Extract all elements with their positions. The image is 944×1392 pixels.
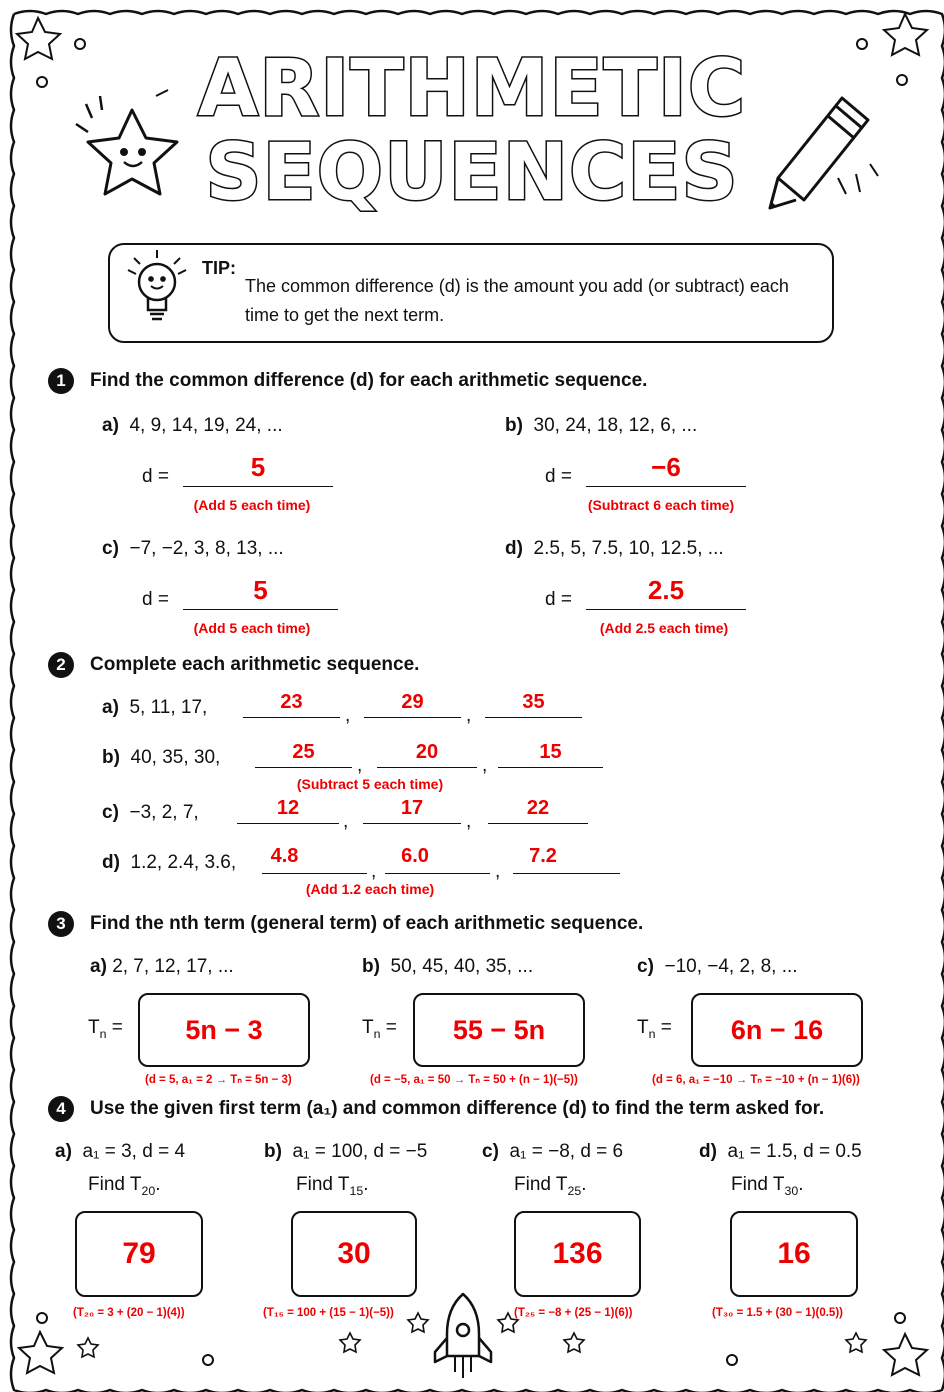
comma: , xyxy=(466,705,472,726)
q1c-answer: 5 xyxy=(253,575,268,605)
q4c-label: c) xyxy=(482,1141,499,1162)
q1c-label: c) xyxy=(102,538,119,559)
q4a-answer-box xyxy=(75,1211,203,1297)
q4a-find: Find $T_{20}$. xyxy=(88,1174,161,1198)
q4a-label: a) xyxy=(55,1141,72,1162)
q1c-note: (Add 5 each time) xyxy=(193,620,311,636)
q3a-answer-box xyxy=(138,993,310,1067)
q2d-line-3 xyxy=(513,873,620,874)
q4d-given: a₁ = 1.5, d = 0.5 xyxy=(727,1141,862,1162)
q3a-tn-label: $T_n$ = xyxy=(88,1017,123,1041)
q4b-answer: 30 xyxy=(337,1237,371,1270)
q1a-item xyxy=(102,415,283,437)
q4c-find: Find $T_{25}$. xyxy=(514,1174,587,1198)
q2a-answer-3: 35 xyxy=(522,691,545,713)
q3a-note: (d = 5, a₁ = 2 → Tₙ = 5n − 3) xyxy=(145,1074,292,1086)
q1c-d-label: d = xyxy=(142,589,169,610)
q1d-answer-line xyxy=(586,609,746,610)
q1a-sequence: 4, 9, 14, 19, 24, ... xyxy=(129,415,283,436)
q4c-note: (T₂₅ = −8 + (25 − 1)(6)) xyxy=(514,1307,633,1319)
star-icon xyxy=(884,1334,927,1375)
q3c-sequence: −10, −4, 2, 8, ... xyxy=(664,956,798,977)
q1b-answer-line xyxy=(586,486,746,487)
q4a-answer: 79 xyxy=(122,1237,156,1270)
q2a-label: a) xyxy=(102,697,119,718)
question-number-1: 1 xyxy=(48,368,74,394)
q3b-answer: 55 − 5n xyxy=(452,1015,546,1045)
q4d-answer-box xyxy=(730,1211,858,1297)
q1a-answer-line xyxy=(183,486,333,487)
q1a-answer: 5 xyxy=(250,452,266,482)
q4c-answer: 136 xyxy=(552,1237,603,1270)
q1d-note: (Add 2.5 each time) xyxy=(599,620,729,636)
question-1-heading: Find the common difference (d) for each arithmetic sequence. xyxy=(90,370,648,391)
q3a-sequence: 2, 7, 12, 17, ... xyxy=(112,956,234,977)
q4b-note: (T₁₅ = 100 + (15 − 1)(−5)) xyxy=(263,1307,394,1319)
q2b-item xyxy=(102,747,220,769)
q4d-note: (T₃₀ = 1.5 + (30 − 1)(0.5)) xyxy=(712,1307,843,1319)
q1d-item xyxy=(505,538,724,560)
comma: , xyxy=(482,755,488,776)
q1b-sequence: 30, 24, 18, 12, 6, ... xyxy=(533,415,698,436)
q1d-answer: 2.5 xyxy=(647,575,685,605)
q2b-line-2 xyxy=(377,767,477,768)
q3a-label: a) xyxy=(90,956,107,977)
q1d-d-label: d = xyxy=(545,589,572,610)
q2d-sequence: 1.2, 2.4, 3.6, xyxy=(130,852,237,873)
q4d-item xyxy=(699,1141,862,1163)
q2a-line-2 xyxy=(364,717,461,718)
q4c-given: a₁ = −8, d = 6 xyxy=(509,1141,624,1162)
q1b-answer: −6 xyxy=(651,452,681,482)
question-3-heading: Find the nth term (general term) of each arithmetic sequence. xyxy=(90,913,644,934)
q2b-answer-3: 15 xyxy=(539,741,562,763)
q2b-label: b) xyxy=(102,747,120,768)
comma: , xyxy=(466,811,472,832)
q3c-answer-box xyxy=(691,993,863,1067)
comma: , xyxy=(345,705,351,726)
q1a-label: a) xyxy=(102,415,119,436)
q4a-note: (T₂₀ = 3 + (20 − 1)(4)) xyxy=(73,1307,185,1319)
q2d-item xyxy=(102,852,236,874)
q2b-answer-2: 20 xyxy=(415,741,439,763)
q1a-d-label: d = xyxy=(142,466,169,487)
q1b-d-label: d = xyxy=(545,466,572,487)
q2c-sequence: −3, 2, 7, xyxy=(129,802,199,823)
q2c-line-3 xyxy=(488,823,588,824)
comma: , xyxy=(495,861,501,882)
q2d-line-1 xyxy=(262,873,367,874)
q4b-label: b) xyxy=(264,1141,282,1162)
q3b-item xyxy=(362,956,533,978)
q3a-answer: 5n − 3 xyxy=(185,1015,263,1045)
star-icon xyxy=(19,1332,62,1373)
q4c-answer-box xyxy=(514,1211,641,1297)
q1b-label: b) xyxy=(505,415,523,436)
q2d-note: (Add 1.2 each time) xyxy=(305,881,435,897)
q2c-item xyxy=(102,802,199,824)
comma: , xyxy=(343,811,349,832)
q3c-tn-label: $T_n$ = xyxy=(637,1017,672,1041)
q1d-label: d) xyxy=(505,538,523,559)
q2d-answer-2: 6.0 xyxy=(401,845,429,867)
q4a-given: a₁ = 3, d = 4 xyxy=(82,1141,186,1162)
q2c-answer-2: 17 xyxy=(400,797,424,819)
rocket-icon xyxy=(435,1294,491,1378)
q2c-answer-3: 22 xyxy=(526,797,550,819)
question-4-heading: Use the given first term (a₁) and common difference (d) to find the term asked for. xyxy=(90,1098,825,1119)
q4b-item xyxy=(264,1141,427,1163)
q3c-label: c) xyxy=(637,956,654,977)
tip-text: The common difference (d) is the amount you add (or subtract) each time to get the next term. xyxy=(245,276,789,325)
q1c-item xyxy=(102,538,284,560)
q2d-label: d) xyxy=(102,852,120,873)
q4b-answer-box xyxy=(291,1211,417,1297)
title-line-1: ARITHMETIC xyxy=(197,44,747,134)
q2a-answer-2: 29 xyxy=(401,691,424,713)
q2a-item xyxy=(102,697,207,719)
q2a-line-1 xyxy=(243,717,340,718)
q3b-sequence: 50, 45, 40, 35, ... xyxy=(390,956,534,977)
question-2-heading: Complete each arithmetic sequence. xyxy=(90,654,420,675)
q3a-item xyxy=(90,956,234,978)
question-number-4: 4 xyxy=(48,1096,74,1122)
q2d-line-2 xyxy=(385,873,490,874)
q3c-note: (d = 6, a₁ = −10 → Tₙ = −10 + (n − 1)(6)) xyxy=(652,1074,860,1086)
q3b-tn-label: $T_n$ = xyxy=(362,1017,397,1041)
q1d-sequence: 2.5, 5, 7.5, 10, 12.5, ... xyxy=(533,538,724,559)
q3b-note: (d = −5, a₁ = 50 → Tₙ = 50 + (n − 1)(−5)) xyxy=(370,1074,578,1086)
q2b-line-3 xyxy=(498,767,603,768)
q2a-line-3 xyxy=(485,717,582,718)
question-number-3: 3 xyxy=(48,911,74,937)
q4b-find: Find $T_{15}$. xyxy=(296,1174,369,1198)
q4a-item xyxy=(55,1141,185,1163)
comma: , xyxy=(371,861,377,882)
q2c-label: c) xyxy=(102,802,119,823)
q4b-given: a₁ = 100, d = −5 xyxy=(292,1141,428,1162)
comma: , xyxy=(357,755,363,776)
q2d-answer-1: 4.8 xyxy=(270,845,299,867)
q4d-find: Find $T_{30}$. xyxy=(731,1174,804,1198)
q2d-answer-3: 7.2 xyxy=(529,845,557,867)
q3b-answer-box xyxy=(413,993,585,1067)
q2b-line-1 xyxy=(255,767,352,768)
small-star-icons xyxy=(78,1313,866,1357)
q1c-answer-line xyxy=(183,609,338,610)
q2b-answer-1: 25 xyxy=(292,741,315,763)
q4c-item xyxy=(482,1141,623,1163)
q4d-label: d) xyxy=(699,1141,717,1162)
q1c-sequence: −7, −2, 3, 8, 13, ... xyxy=(129,538,284,559)
q2b-sequence: 40, 35, 30, xyxy=(130,747,221,768)
q1b-item xyxy=(505,415,697,437)
q2b-note: (Subtract 5 each time) xyxy=(296,776,444,792)
q1a-note: (Add 5 each time) xyxy=(193,497,311,513)
question-number-2: 2 xyxy=(48,652,74,678)
q2c-line-1 xyxy=(237,823,339,824)
q2a-answer-1: 23 xyxy=(280,691,303,713)
q2c-line-2 xyxy=(363,823,461,824)
title-line-2: SEQUENCES xyxy=(205,128,739,218)
q3c-item xyxy=(637,956,798,978)
q3b-label: b) xyxy=(362,956,380,977)
q2c-answer-1: 12 xyxy=(276,797,300,819)
q1b-note: (Subtract 6 each time) xyxy=(587,497,735,513)
tip-label: TIP: xyxy=(202,258,236,278)
q3c-answer: 6n − 16 xyxy=(730,1015,824,1045)
q2a-sequence: 5, 11, 17, xyxy=(129,697,208,718)
q4d-answer: 16 xyxy=(777,1237,811,1270)
